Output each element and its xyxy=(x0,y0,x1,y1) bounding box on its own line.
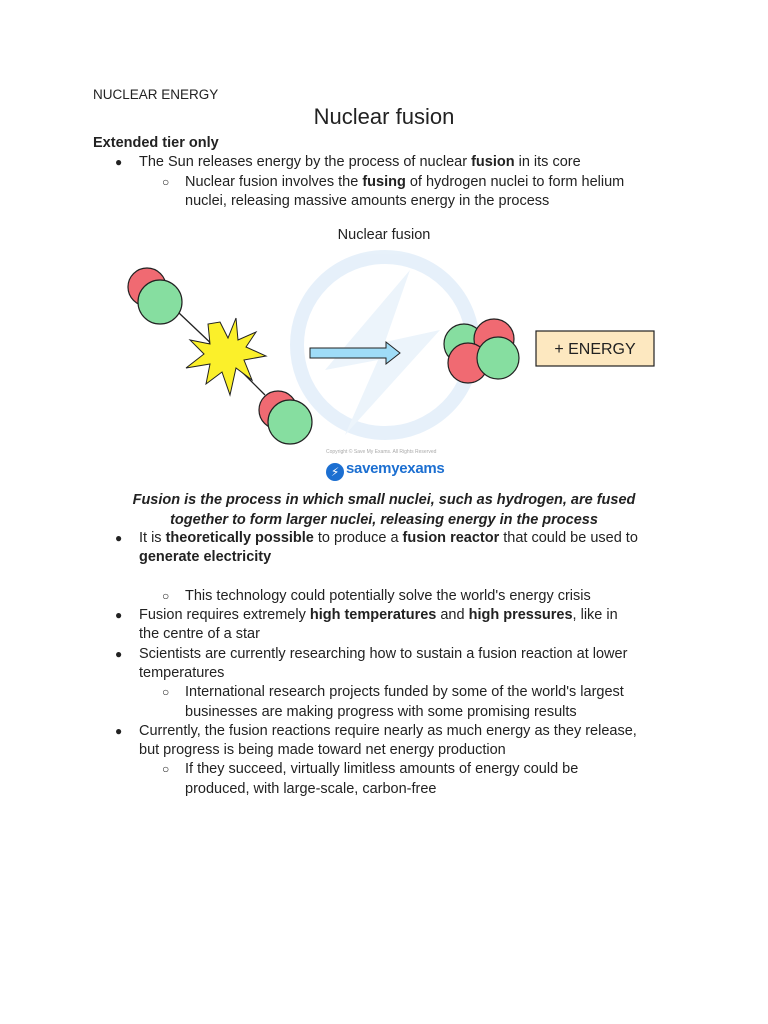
bold-term: fusion reactor xyxy=(402,530,500,546)
bullet-marker: ● xyxy=(115,531,123,545)
text-span: and xyxy=(436,607,469,623)
bullet-marker: ● xyxy=(115,724,123,738)
fusion-definition xyxy=(100,490,668,530)
logo-text-exams: exams xyxy=(399,460,445,477)
sub-bullet-limitless-line2: produced, with large-scale, carbon-free xyxy=(185,781,437,797)
copyright-note: Copyright © Save My Exams. All Rights Reserved xyxy=(326,449,437,455)
bold-term: high temperatures xyxy=(309,607,437,623)
bullet-marker: ● xyxy=(115,608,123,622)
tier-label: Extended tier only xyxy=(93,135,219,151)
text-span: of hydrogen nuclei to form helium xyxy=(405,174,625,190)
bullet-fusion-reactor xyxy=(139,529,638,548)
bold-term: fusing xyxy=(362,174,406,190)
sub-bullet-projects: International research projects funded by some of the world's largest xyxy=(185,684,624,700)
text-span: Nuclear fusion involves the xyxy=(185,174,363,190)
text-span: It is xyxy=(139,530,166,546)
logo-text-save: save xyxy=(346,460,379,477)
sub-bullet-marker: ○ xyxy=(162,762,170,776)
bullet-requirements xyxy=(139,606,618,625)
text-span: to produce a xyxy=(313,530,403,546)
bullet-research: Scientists are currently researching how to sustain a fusion reaction at lower xyxy=(139,646,628,662)
helium-nucleus xyxy=(444,319,519,383)
bullet-research-line2: temperatures xyxy=(139,665,225,681)
text-span: , like in xyxy=(572,607,618,623)
bullet-marker: ● xyxy=(115,647,123,661)
bullet-current-state-line2: but progress is being made toward net energy production xyxy=(139,742,506,758)
bold-term: generate electricity xyxy=(139,549,272,565)
definition-line-2: together to form larger nuclei, releasing energy in the process xyxy=(170,512,598,528)
sub-bullet-limitless: If they succeed, virtually limitless amounts of energy could be xyxy=(185,761,579,777)
text-span: in its core xyxy=(514,154,581,170)
sub-bullet-marker: ○ xyxy=(162,175,170,189)
neutron-bottom xyxy=(268,400,312,444)
text-span: that could be used to xyxy=(499,530,638,546)
bold-term: theoretically possible xyxy=(165,530,314,546)
page-title: Nuclear fusion xyxy=(313,104,455,129)
neutron-top xyxy=(138,280,182,324)
bullet-current-state: Currently, the fusion reactions require nearly as much energy as they release, xyxy=(139,723,637,739)
sub-bullet-energy-crisis: This technology could potentially solve the world's energy crisis xyxy=(185,588,591,604)
bullet-marker: ● xyxy=(115,155,123,169)
bullet-requirements-line2: the centre of a star xyxy=(139,626,260,642)
sub-bullet-projects-line2: businesses are making progress with some promising results xyxy=(185,704,577,720)
definition-line-1: Fusion is the process in which small nuclei, such as hydrogen, are fused xyxy=(132,492,636,508)
sub-bullet-fusing-line2: nuclei, releasing massive amounts energy in the process xyxy=(185,193,550,209)
energy-label: + ENERGY xyxy=(554,341,636,358)
figure-caption: Nuclear fusion xyxy=(337,227,431,243)
section-label: NUCLEAR ENERGY xyxy=(93,87,219,102)
bullet-sun-energy xyxy=(139,153,581,172)
sub-bullet-fusing xyxy=(185,173,624,192)
bullet-fusion-reactor-line2 xyxy=(139,548,271,567)
lightning-icon: ⚡ xyxy=(326,463,344,481)
sub-bullet-marker: ○ xyxy=(162,685,170,699)
save-my-exams-logo xyxy=(326,460,444,481)
bold-term: fusion xyxy=(471,154,515,170)
bold-term: high pressures xyxy=(468,607,573,623)
text-span: Fusion requires extremely xyxy=(139,607,310,623)
neutron-helium-2 xyxy=(477,337,519,379)
text-span: The Sun releases energy by the process of nuclear xyxy=(139,154,472,170)
logo-text-my: my xyxy=(378,460,400,477)
sub-bullet-marker: ○ xyxy=(162,589,170,603)
